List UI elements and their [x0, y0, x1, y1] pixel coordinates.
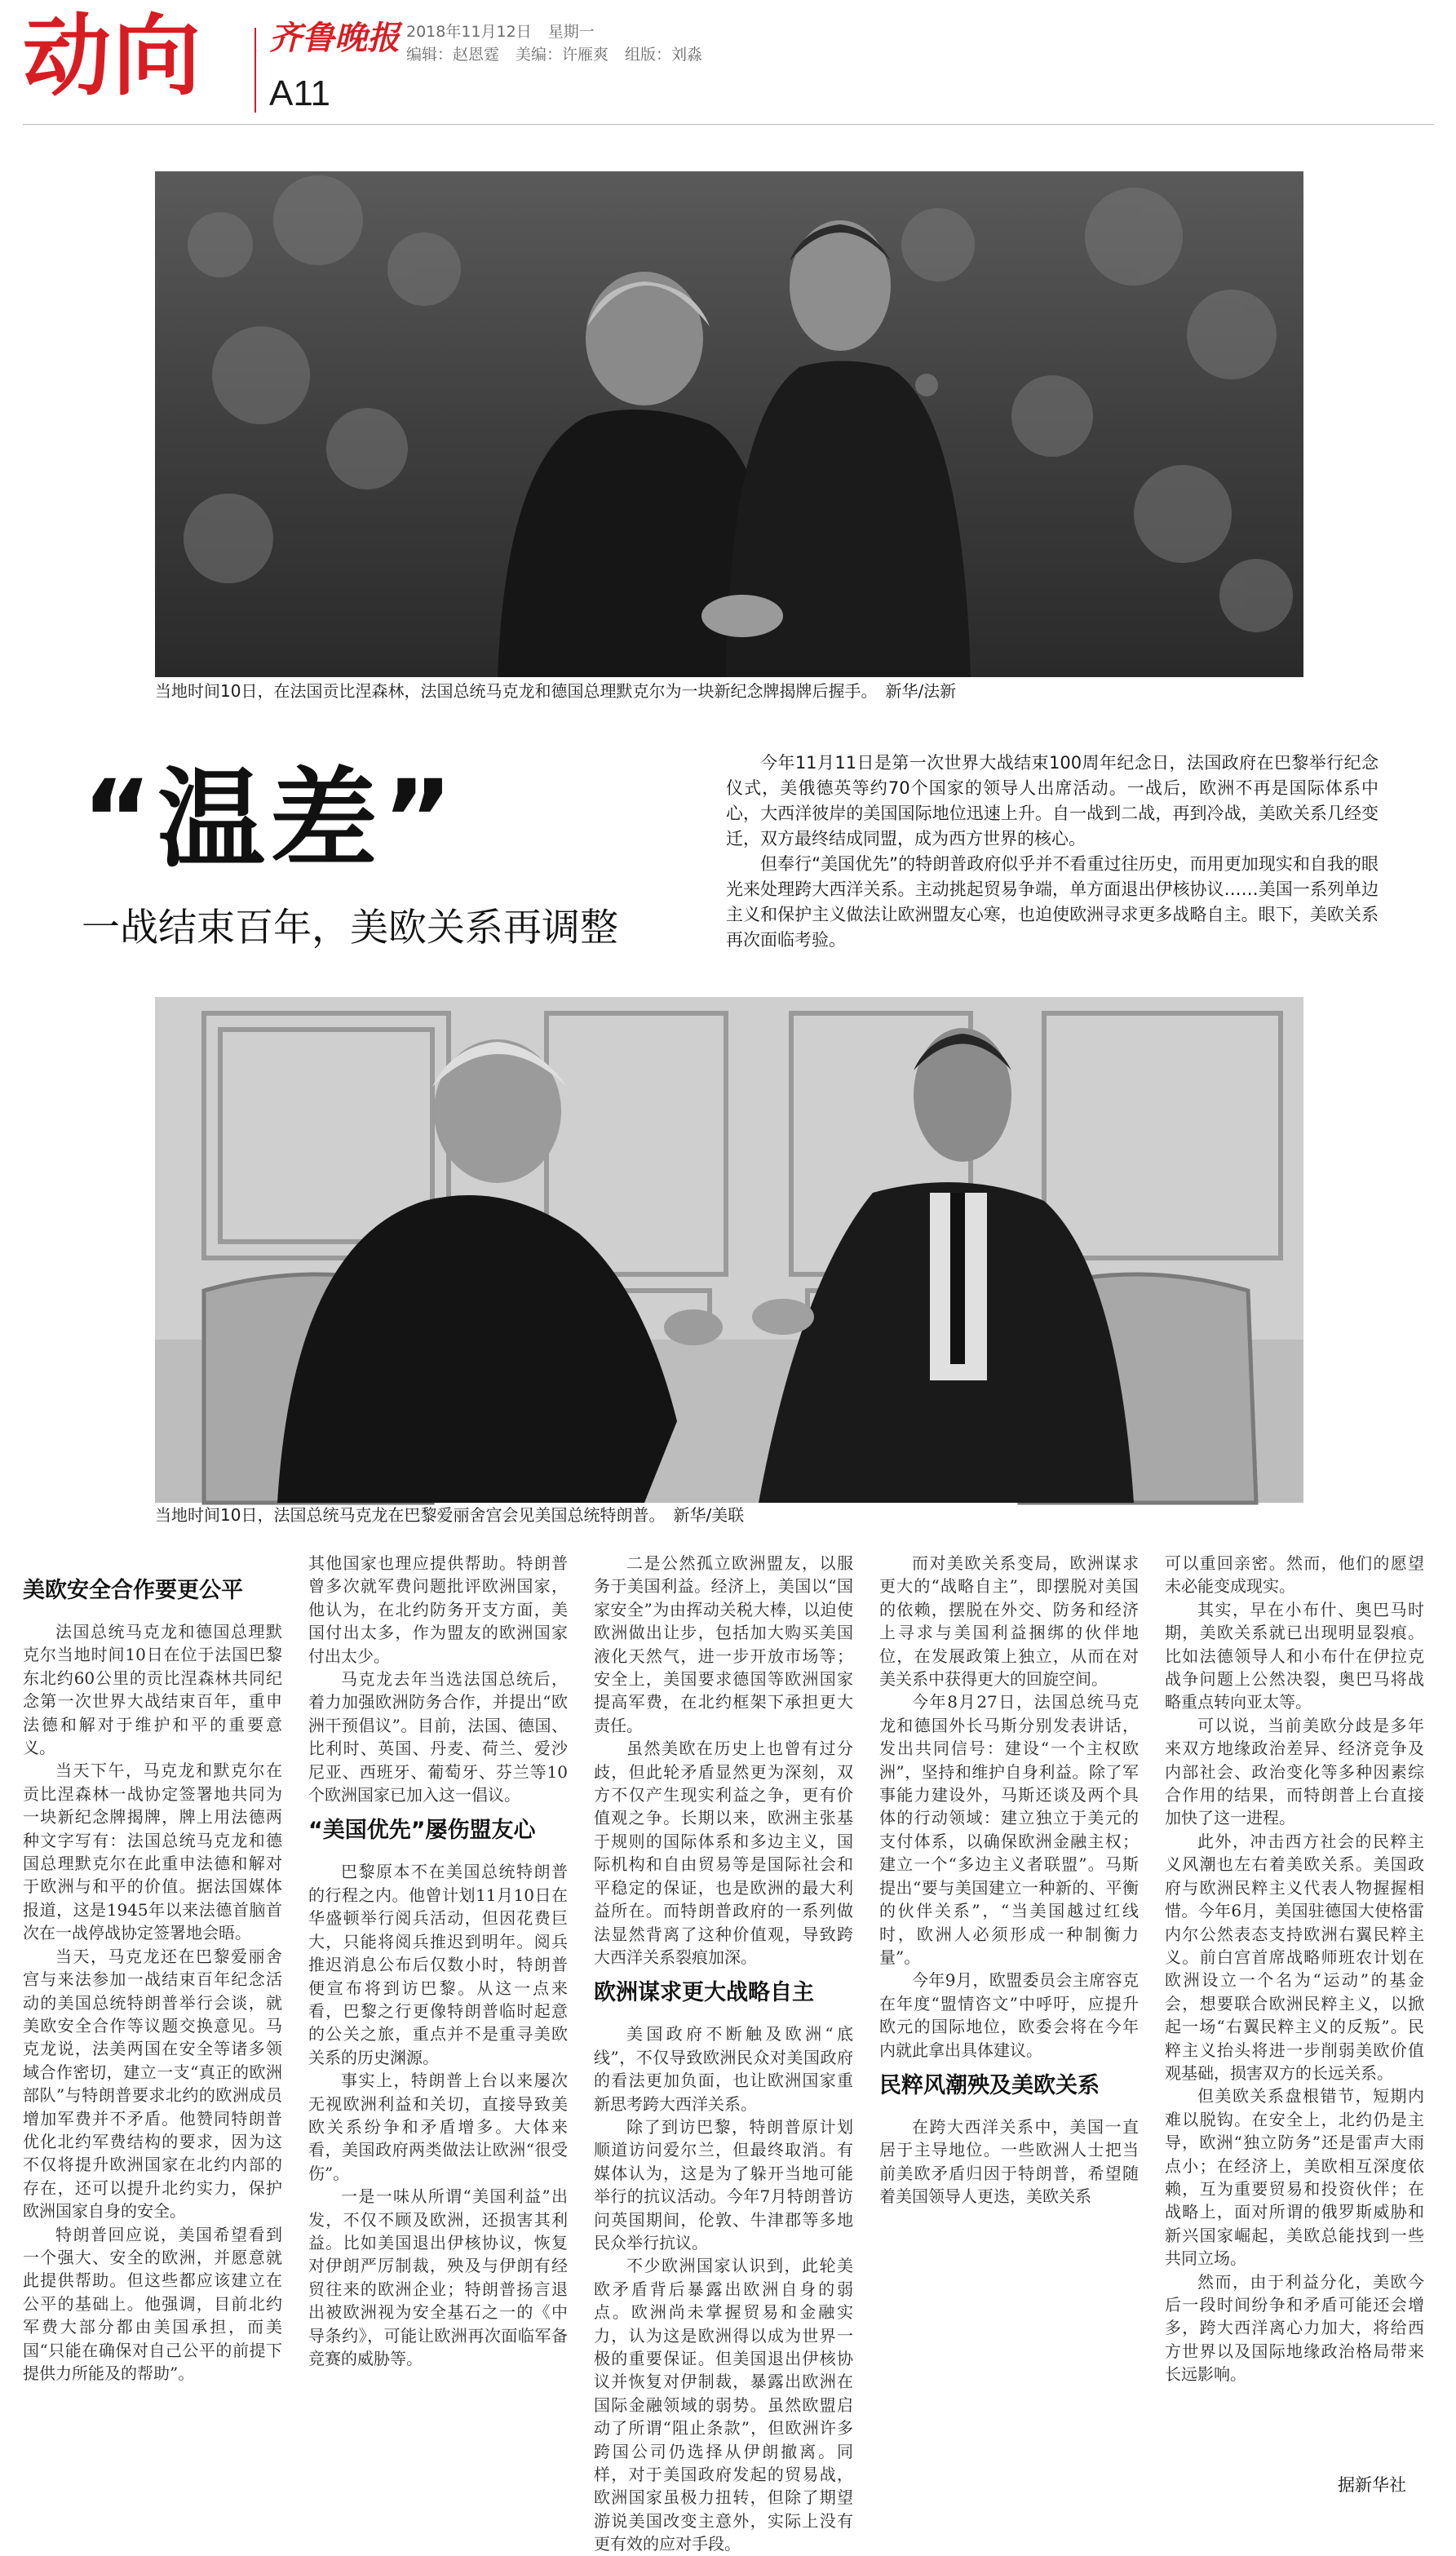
article-column-4: [879, 1552, 1139, 2474]
masthead-divider: [254, 28, 256, 113]
issue-date: 2018年11月12日: [406, 23, 532, 41]
article-column-5: [1165, 1552, 1424, 2474]
lead-paragraphs: [726, 751, 1379, 953]
article-paragraph: 当天下午，马克龙和默克尔在贡比涅森林一战协定签署地共同为一块新纪念牌揭牌，牌上用法德两种文字写有：法国总统马克龙和德国总理默克尔在此重申法德和解对于欧洲与和平的价值。据法国媒体报道，这是1945年以来法德首脑首次在一战停战协定签署地会晤。: [23, 1761, 282, 1943]
article-paragraph: 美国政府不断触及欧洲“底线”，不仅导致欧洲民众对美国政府的看法更加负面，也让欧洲国家重新思考跨大西洋关系。: [594, 2024, 853, 2114]
article-column-3: [594, 1552, 853, 2554]
art-editor: 美编：许雁爽: [516, 46, 609, 64]
subheading: 民粹风潮殃及美欧关系: [879, 2072, 1100, 2098]
article-paragraph: 巴黎原本不在美国总统特朗普的行程之内。他曾计划11月10日在华盛顿举行阅兵活动，但因花费巨大，只能将阅兵推迟到明年。阅兵推迟消息公布后仅数小时，特朗普便宣布将到访巴黎。从这一点来看，巴黎之行更像特朗普临时起意的公关之旅，重点并不是重寻美欧关系的历史渊源。: [308, 1862, 568, 2067]
article-paragraph: 法国总统马克龙和德国总理默克尔当地时间10日在位于法国巴黎东北约60公里的贡比涅森林共同纪念第一次世界大战结束百年，重申法德和解对于维护和平的重要意义。: [23, 1622, 282, 1758]
page-number: A11: [269, 73, 331, 113]
photo-merkel-macron: [155, 171, 1303, 677]
article-paragraph: 可以重回亲密。然而，他们的愿望未必能变成现实。: [1165, 1553, 1424, 1597]
article-paragraph: 今年9月，欧盟委员会主席容克在年度“盟情咨文”中呼吁，应提升欧元的国际地位，欧委会将在今年内就此拿出具体建议。: [879, 1970, 1139, 2060]
article-column-2: [308, 1552, 568, 2474]
masthead-rule: [23, 124, 1434, 125]
article-paragraph: 其实，早在小布什、奥巴马时期，美欧关系就已出现明显裂痕。比如法德领导人和小布什在伊拉克战争问题上公然决裂，奥巴马将战略重点转向亚太等。: [1165, 1599, 1424, 1712]
subheading: 美欧安全合作要更公平: [23, 1578, 243, 1603]
issue-date-line: [406, 21, 611, 42]
lead-paragraph: 今年11月11日是第一次世界大战结束100周年纪念日，法国政府在巴黎举行纪念仪式，美俄德英等约70个国家的领导人出席活动。一战后，欧洲不再是国际体系中心，大西洋彼岸的美国国际地位迅速上升。自一战到二战，再到冷战，美欧关系几经变迁，双方最终结成同盟，成为西方世界的核心。: [726, 753, 1379, 848]
proofreader: 组版：刘淼: [625, 46, 703, 64]
paper-name: 齐鲁晚报: [269, 19, 400, 57]
article-paragraph: 在跨大西洋关系中，美国一直居于主导地位。一些欧洲人士把当前美欧矛盾归因于特朗普，希望随着美国领导人更迭，美欧关系: [879, 2116, 1139, 2207]
photo-macron-trump: [155, 997, 1303, 1503]
issue-weekday: 星期一: [547, 23, 595, 41]
lead-paragraph: 但奉行“美国优先”的特朗普政府似乎并不看重过往历史，而用更加现实和自我的眼光来处理跨大西洋关系。主动挑起贸易争端，单方面退出伊核协议……美国一系列单边主义和保护主义做法让欧洲盟友心寒，也迫使欧洲寻求更多战略自主。眼下，美欧关系再次面临考验。: [726, 854, 1379, 950]
article-paragraph: 可以说，当前美欧分歧是多年来双方地缘政治差异、经济竞争及内部社会、政治变化等多种因素综合作用的结果，而特朗普上台直接加快了这一进程。: [1165, 1715, 1424, 1828]
article-paragraph: 不少欧洲国家认识到，此轮美欧矛盾背后暴露出欧洲自身的弱点。欧洲尚未掌握贸易和金融实力，认为这是欧洲得以成为世界一极的重要保证。但美国退出伊核协议并恢复对伊制裁，暴露出欧洲在国际金融领域的弱势。虽然欧盟启动了所谓“阻止条款”，但欧洲许多跨国公司仍选择从伊朗撤离。同样，对于美国政府发起的贸易战，欧洲国家虽极力扭转，但除了期望游说美国改变主意外，实际上没有更有效的应对手段。: [594, 2256, 853, 2554]
article-paragraph: 马克龙去年当选法国总统后，着力加强欧洲防务合作，并提出“欧洲干预倡议”。目前，法国、德国、比利时、英国、丹麦、荷兰、爱沙尼亚、西班牙、葡萄牙、芬兰等10个欧洲国家已加入这一倡议。: [308, 1669, 568, 1805]
article-paragraph: 一是一味从所谓“美国利益”出发，不仅不顾及欧洲，还损害其利益。比如美国退出伊核协议，恢复对伊朗严厉制裁，殃及与伊朗有经贸往来的欧洲企业；特朗普扬言退出被欧洲视为安全基石之一的《中导条约》，可能让欧洲再次面临军备竞赛的威胁等。: [308, 2186, 568, 2368]
article-column-1: [23, 1552, 282, 2474]
subheading: “美国优先”屡伤盟友心: [308, 1818, 536, 1844]
editor: 编辑：赵恩霆: [406, 46, 500, 64]
article-paragraph: 而对美欧关系变局，欧洲谋求更大的“战略自主”，即摆脱对美国的依赖，摆脱在外交、防务和经济上寻求与美国利益捆绑的伙伴地位，在发展政策上独立，从而在对美关系中获得更大的回旋空间。: [879, 1553, 1139, 1690]
article-paragraph: 事实上，特朗普上台以来屡次无视欧洲利益和关切，直接导致美欧关系纷争和矛盾增多。大体来看，美国政府两类做法让欧洲“很受伤”。: [308, 2071, 568, 2183]
staff-line: [406, 44, 719, 65]
article-paragraph: 除了到访巴黎，特朗普原计划顺道访问爱尔兰，但最终取消。有媒体认为，这是为了躲开当地可能举行的抗议活动。今年7月特朗普访问英国期间，伦敦、牛津郡等多地民众举行抗议。: [594, 2116, 853, 2253]
subheading: 欧洲谋求更大战略自主: [594, 1980, 814, 2006]
article-paragraph: 其他国家也理应提供帮助。特朗普曾多次就军费问题批评欧洲国家，他认为，在北约防务开支方面，美国付出太多，作为盟友的欧洲国家付出太少。: [308, 1553, 568, 1666]
article-paragraph: 然而，由于利益分化，美欧今后一段时间纷争和矛盾可能还会增多，跨大西洋离心力加大，将给西方世界以及国际地缘政治格局带来长远影响。: [1165, 2271, 1424, 2385]
headline-subtitle: 一战结束百年，美欧关系再调整: [82, 906, 618, 950]
article-paragraph: 今年8月27日，法国总统马克龙和德国外长马斯分别发表讲话，发出共同信号：建设“一个主权欧洲”，坚持和维护自身利益。除了军事能力建设外，马斯还谈及两个具体的行动领域：建立独立于美元的支付体系，以确保欧洲金融主权；建立一个“多边主义者联盟”。马斯提出“要与美国建立一种新的、平衡的伙伴关系”，“当美国越过红线时，欧洲人必须形成一种制衡力量”。: [879, 1692, 1139, 1967]
headline-title: “温差”: [82, 757, 458, 883]
article-paragraph: 但美欧关系盘根错节，短期内难以脱钩。在安全上，北约仍是主导，欧洲“独立防务”还是雷声大雨点小；在经济上，美欧相互深度依赖，互为重要贸易和投资伙伴；在战略上，面对所谓的俄罗斯威胁和新兴国家崛起，美欧总能找到一些共同立场。: [1165, 2086, 1424, 2269]
photo2-caption: 当地时间10日，法国总统马克龙在巴黎爱丽舍宫会见美国总统特朗普。 新华/美联: [155, 1505, 745, 1525]
source-credit: 据新华社: [1338, 2475, 1406, 2495]
article-paragraph: 当天，马克龙还在巴黎爱丽舍宫与来法参加一战结束百年纪念活动的美国总统特朗普举行会谈，就美欧安全合作等议题交换意见。马克龙说，法美两国在安全等诸多领域合作密切，建立一支“真正的欧洲部队”与特朗普要求北约的欧洲成员增加军费并不矛盾。他赞同特朗普优化北约军费结构的要求，因为这不仅将提升欧洲国家在北约内部的存在，还可以提升北约实力，保护欧洲国家自身的安全。: [23, 1946, 282, 2222]
article-paragraph: 虽然美欧在历史上也曾有过分歧，但此轮矛盾显然更为深刻，双方不仅产生现实利益之争，更有价值观之争。长期以来，欧洲主张基于规则的国际体系和多边主义，国际机构和自由贸易等是国际社会和平稳定的保证，也是欧洲的最大利益所在。而特朗普政府的一系列做法显然背离了这种价值观，导致跨大西洋关系裂痕加深。: [594, 1739, 853, 1967]
photo1-caption: 当地时间10日，在法国贡比涅森林，法国总统马克龙和德国总理默克尔为一块新纪念牌揭牌后握手。 新华/法新: [155, 681, 957, 701]
article-paragraph: 特朗普回应说，美国希望看到一个强大、安全的欧洲，并愿意就此提供帮助。但这些都应该建立在公平的基础上。他强调，目前北约军费大部分都由美国承担，而美国“只能在确保对自己公平的前提下提供力所能及的帮助”。: [23, 2224, 282, 2383]
section-title: 动向: [23, 6, 203, 108]
article-paragraph: 二是公然孤立欧洲盟友，以服务于美国利益。经济上，美国以“国家安全”为由挥动关税大棒，以迫使欧洲做出让步，包括加大购买美国液化天然气，进一步开放市场等；安全上，美国要求德国等欧洲国家提高军费，在北约框架下承担更大责任。: [594, 1553, 853, 1735]
article-paragraph: 此外，冲击西方社会的民粹主义风潮也左右着美欧关系。美国政府与欧洲民粹主义代表人物握握相惜。今年6月，美国驻德国大使格雷内尔公然表态支持欧洲右翼民粹主义。前白宫首席战略师班农计划在欧洲设立一个名为“运动”的基金会，想要联合欧洲民粹主义，以掀起一场“右翼民粹主义的反叛”。民粹主义抬头将进一步削弱美欧价值观基础，损害双方的长远关系。: [1165, 1831, 1424, 2083]
